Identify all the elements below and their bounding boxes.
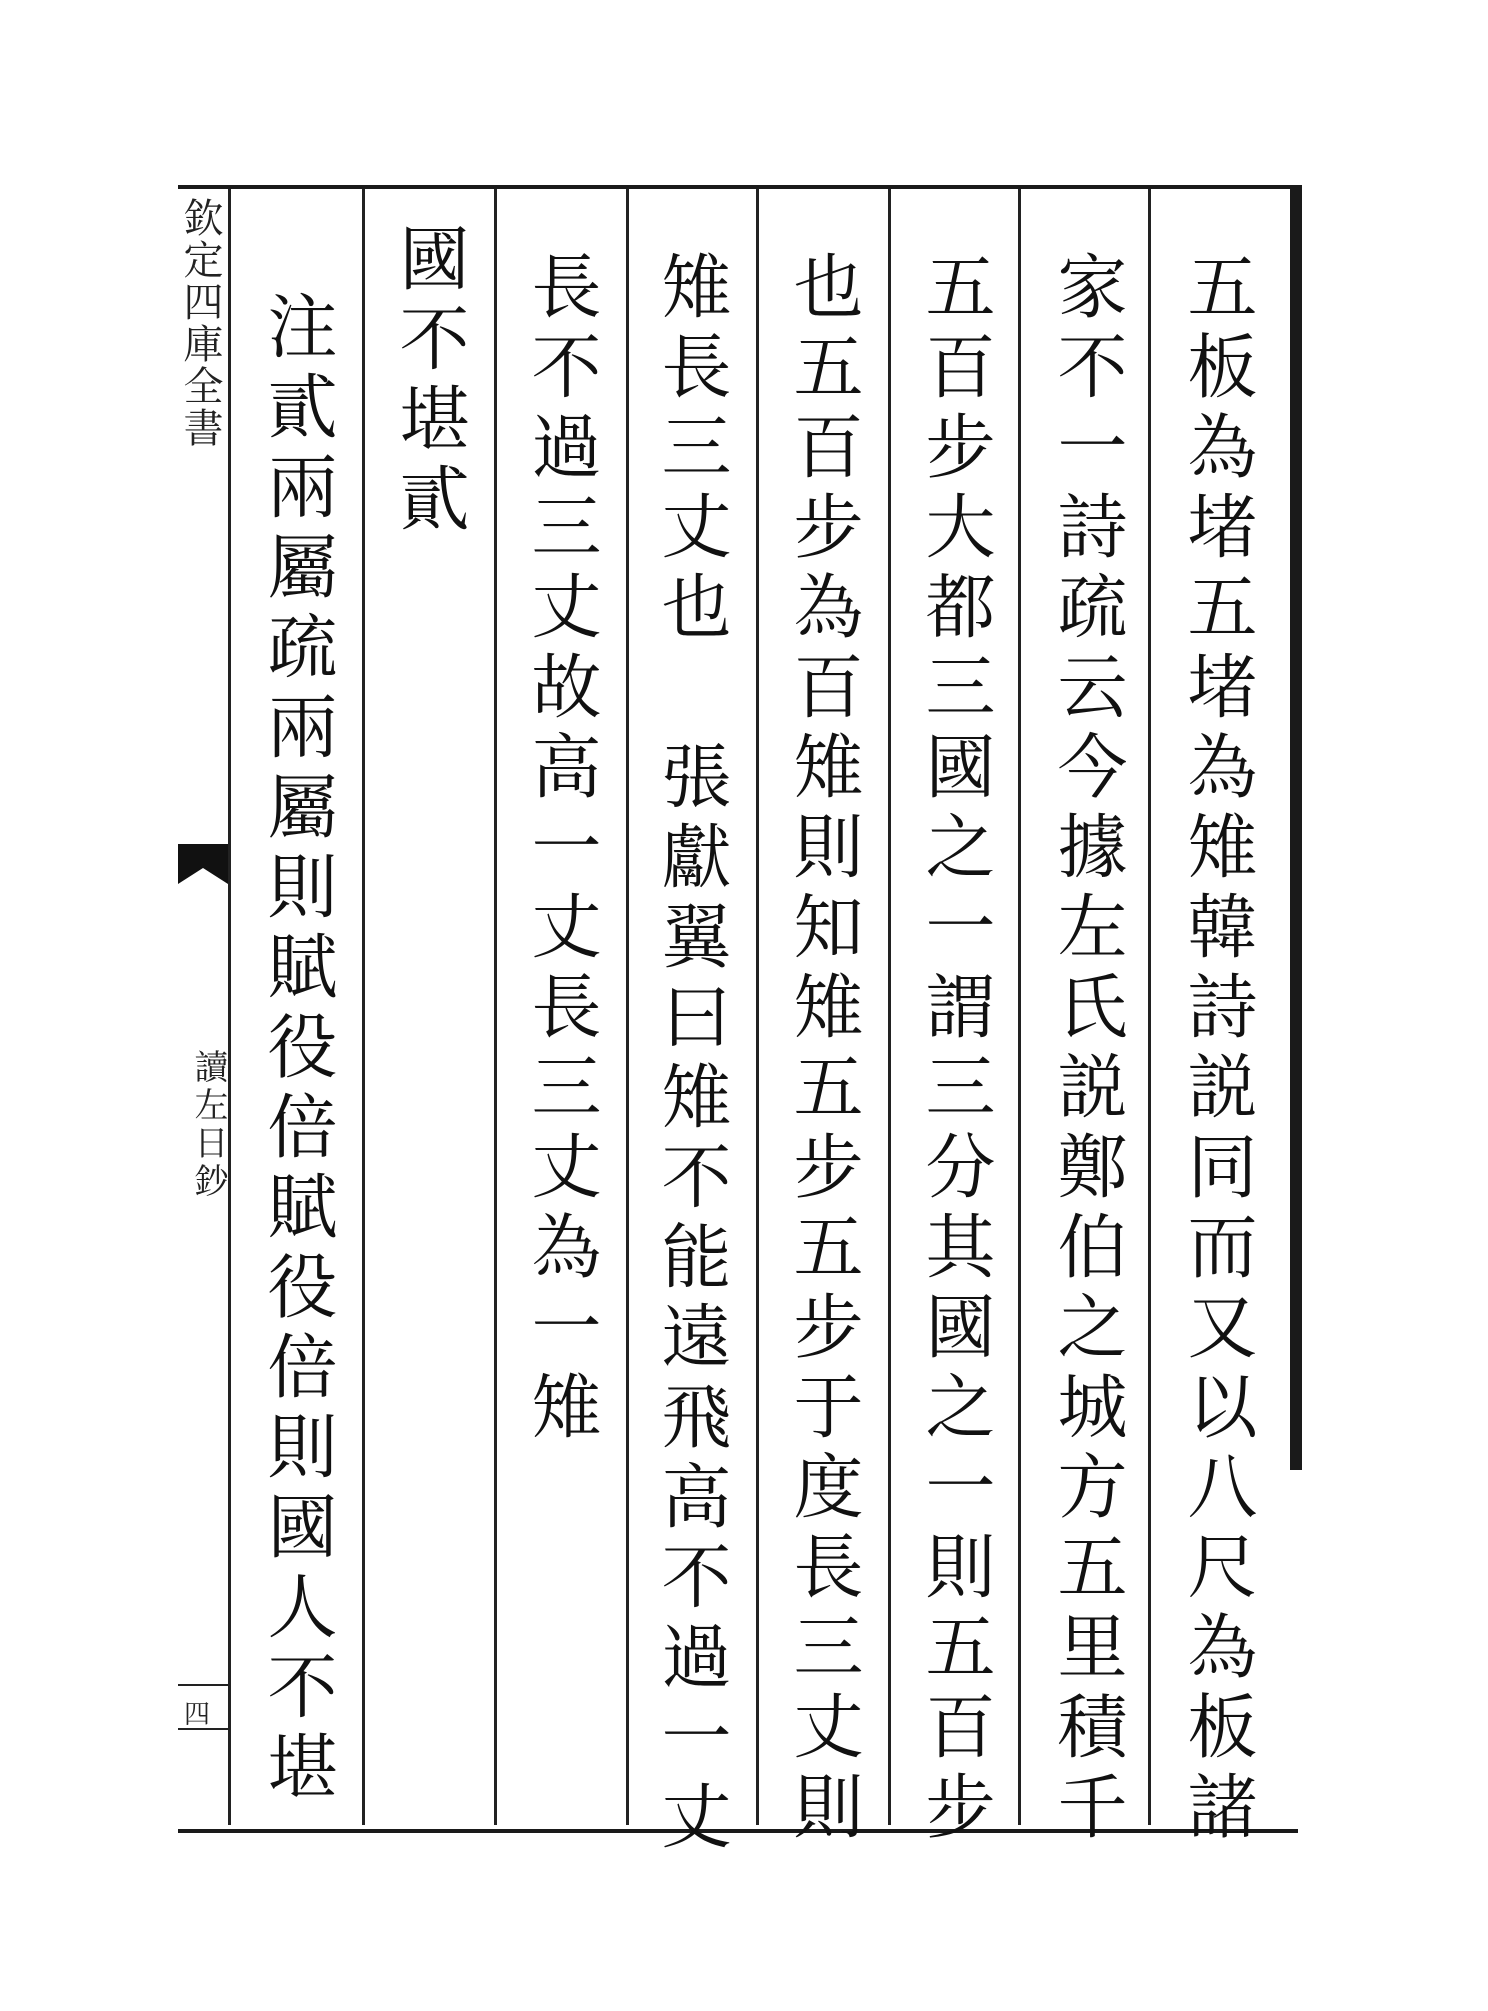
column-text: 長不過三丈故高一丈長三丈為一雉 <box>520 250 602 1450</box>
page-frame <box>178 185 1298 1833</box>
text-column-4 <box>782 250 864 1850</box>
column-rule <box>1018 189 1021 1825</box>
section-title: 讀左日鈔 <box>188 1049 228 1201</box>
text-column-5 <box>650 250 732 1860</box>
column-rule <box>756 189 759 1825</box>
column-text: 注貳兩屬疏兩屬則賦役倍賦役倍則國人不堪 <box>256 290 338 1810</box>
column-text: 也五百步為百雉則知雉五步五步于度長三丈則 <box>782 250 864 1850</box>
column-heading: 國不堪貳 <box>388 222 470 542</box>
text-column-7 <box>388 222 470 542</box>
column-text: 家不一詩疏云今據左氏説鄭伯之城方五里積千 <box>1046 250 1128 1850</box>
fore-edge-strip <box>178 189 231 1825</box>
fish-tail-mark <box>178 844 228 884</box>
column-rule <box>626 189 629 1825</box>
column-text: 雉長三丈也 <box>650 250 732 650</box>
book-title: 欽定四庫全書 <box>177 197 223 449</box>
column-rule <box>888 189 891 1825</box>
text-column-3 <box>914 250 996 1850</box>
column-rule <box>362 189 365 1825</box>
column-text-quote: 張獻翼曰雉不能遠飛高不過一丈 <box>650 740 732 1860</box>
column-rule <box>494 189 497 1825</box>
column-text: 五板為堵五堵為雉韓詩説同而又以八尺為板諸 <box>1176 250 1258 1850</box>
column-rule <box>1148 189 1151 1825</box>
leaf-number: 四 <box>184 1700 211 1730</box>
right-border-rule <box>1290 185 1302 1470</box>
text-column-2 <box>1046 250 1128 1850</box>
text-column-6 <box>520 250 602 1450</box>
column-text: 五百步大都三國之一謂三分其國之一則五百步 <box>914 250 996 1850</box>
text-column-8 <box>256 290 338 1810</box>
text-column-1 <box>1176 250 1258 1850</box>
